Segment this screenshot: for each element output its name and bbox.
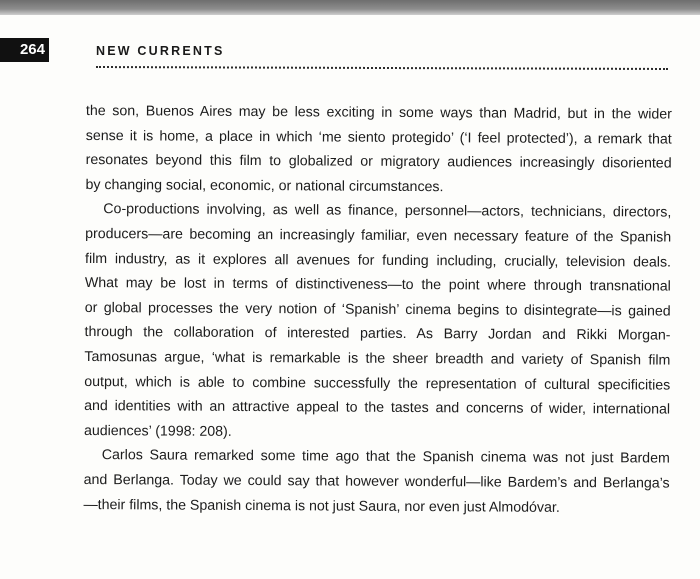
text-line: Tamosunas argue, ‘what is remarkable is the sheer breadth and variety of Spanish film	[84, 348, 671, 369]
text-line: audiences’ (1998: 208).	[83, 422, 232, 440]
paragraph	[85, 99, 672, 201]
page-header	[0, 34, 700, 74]
text-line: by changing social, economic, or national circumstances.	[85, 176, 444, 195]
text-line: and Berlanga. Today we could say that however wonderful—like Bardem’s and Berlanga’s	[83, 471, 670, 492]
text-line: What may be lost in terms of distinctiveness—to the point where through transnational	[84, 275, 671, 295]
scan-top-edge	[0, 0, 700, 15]
text-line: and identities with an attractive appeal to the tastes and concerns of wider, international	[84, 398, 671, 418]
header-divider	[96, 66, 668, 70]
text-line: Co-productions involving, as well as finance, personnel—actors, technicians, directors,	[103, 201, 672, 221]
body-text	[83, 99, 672, 521]
page-number: 264	[0, 38, 49, 62]
text-line: Carlos Saura remarked some time ago that the Spanish cinema was not just Bardem	[101, 447, 670, 467]
text-line: output, which is able to combine successfully the representation of cultural specificities	[84, 373, 671, 394]
text-line: the son, Buenos Aires may be less exciting in some ways than Madrid, but in the wider	[85, 102, 672, 123]
text-line: film industry, as it explores all avenues for funding including, crucially, television deals.	[84, 250, 672, 271]
text-line: producers—are becoming an increasingly familiar, even necessary feature of the Spanish	[85, 225, 672, 246]
running-head: NEW CURRENTS	[96, 44, 225, 58]
paragraph	[83, 443, 669, 520]
text-line: —their films, the Spanish cinema is not just Saura, nor even just Almodóvar.	[83, 496, 560, 516]
text-line: resonates beyond this film to globalized or migratory audiences increasingly disoriented	[85, 152, 672, 172]
text-line: through the collaboration of interested parties. As Barry Jordan and Rikki Morgan-	[84, 324, 671, 344]
paragraph	[84, 197, 671, 447]
text-line: sense it is home, a place in which ‘me siento protegido’ (‘I feel protected’), a remark that	[85, 127, 672, 148]
text-line: or global processes the very notion of ‘Spanish’ cinema begins to disintegrate—is gained	[84, 299, 671, 320]
